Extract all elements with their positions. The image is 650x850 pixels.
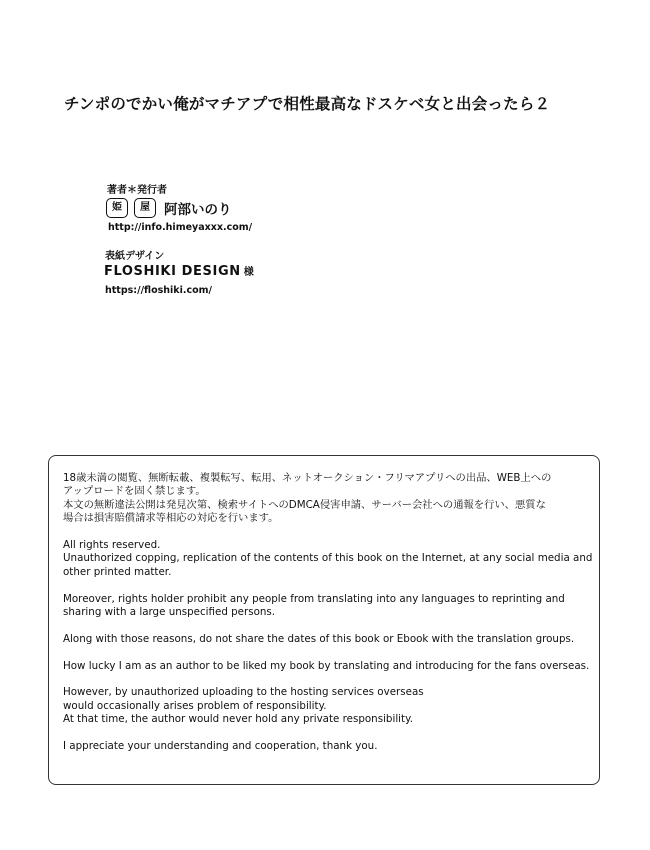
cover-design-label: 表紙デザイン	[105, 251, 165, 262]
cover-designer	[104, 263, 254, 279]
lucky-paragraph	[63, 660, 589, 673]
notice-line: At that time, the author would never hold any private responsibility.	[63, 713, 413, 726]
designer-honorific: 様	[243, 267, 254, 278]
publisher-row	[106, 198, 232, 218]
notice-line: 本文の無断違法公開は発見次第、検索サイトへのDMCA侵害申請、サーバー会社への通報を行い、悪質な	[63, 498, 546, 511]
notice-line: 場合は損害賠償請求等相応の対応を行います。	[63, 512, 279, 525]
notice-line: Unauthorized copping, replication of the contents of this book on the Internet, at any social media and	[63, 552, 593, 565]
copyright-notice	[48, 455, 600, 785]
publisher-logo-left: 姫	[106, 198, 128, 218]
notice-line: sharing with a large unspecified persons.	[63, 606, 276, 619]
notice-line: Along with those reasons, do not share the dates of this book or Ebook with the translation groups.	[63, 632, 575, 645]
translate-paragraph	[63, 593, 589, 620]
notice-line: However, by unauthorized uploading to the hosting services overseas	[63, 686, 424, 699]
share-paragraph	[63, 633, 589, 646]
book-title: チンポのでかい俺がマチアプで相性最高なドスケベ女と出会ったら２	[64, 95, 551, 113]
thanks-paragraph	[63, 740, 589, 753]
notice-line: other printed matter.	[63, 565, 172, 578]
author-url[interactable]: http://info.himeyaxxx.com/	[108, 222, 253, 233]
notice-line: How lucky I am as an author to be liked my book by translating and introducing for the fans overseas.	[63, 659, 590, 672]
notice-line: Moreover, rights holder prohibit any people from translating into any languages to reprinting and	[63, 592, 565, 605]
designer-name: FLOSHIKI DESIGN	[104, 264, 241, 279]
notice-line: 18歳未満の閲覧、無断転載、複製転写、転用、ネットオークション・フリマアプリへの出品、WEB上への	[63, 472, 552, 484]
designer-url[interactable]: https://floshiki.com/	[105, 285, 212, 296]
notice-line: would occasionally arises problem of responsibility.	[63, 699, 327, 712]
rights-paragraph	[63, 539, 593, 579]
author-name: 阿部いのり	[164, 202, 232, 218]
notice-line: I appreciate your understanding and cooperation, thank you.	[63, 740, 378, 753]
publisher-logo-right: 屋	[134, 198, 156, 218]
however-paragraph	[63, 686, 589, 726]
jp-notice	[63, 472, 589, 526]
author-label: 著者＊発行者	[107, 185, 167, 196]
notice-line: All rights reserved.	[63, 539, 161, 552]
notice-line: アップロードを固く禁じます。	[63, 485, 206, 498]
